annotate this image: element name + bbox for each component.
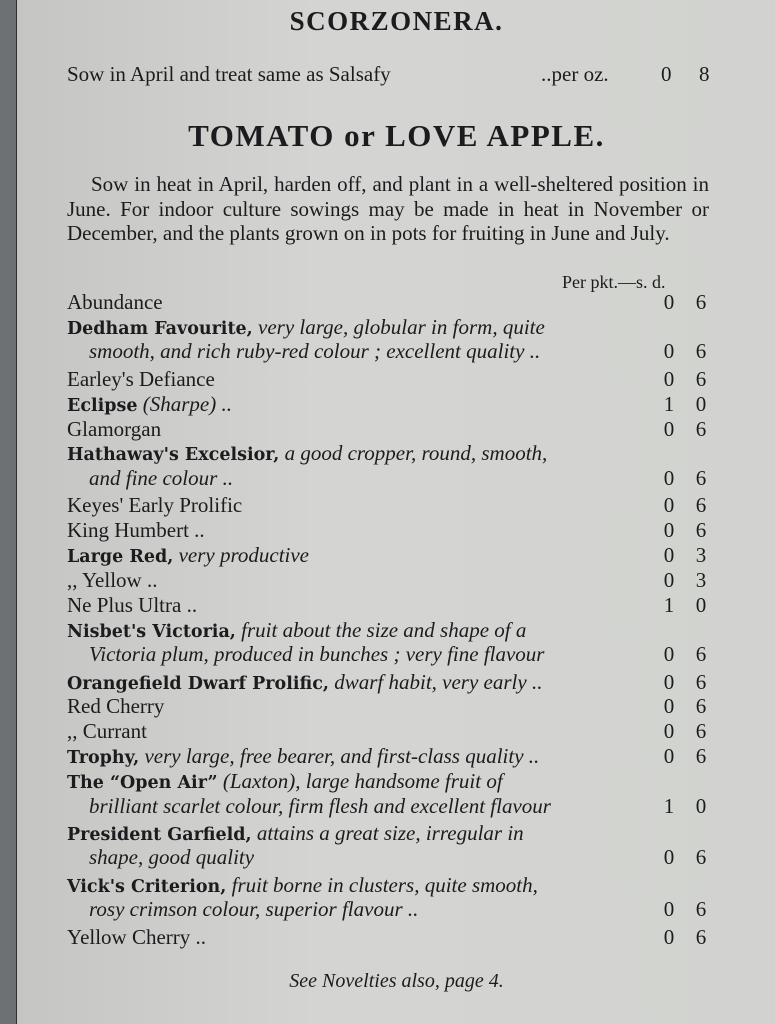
section-title-tomato: TOMATO or LOVE APPLE. <box>188 118 605 153</box>
price-pence: 0 <box>695 793 707 818</box>
variety-description-continued: brilliant scarlet colour, firm flesh and excellent flavour <box>89 793 551 818</box>
catalogue-page <box>16 0 775 1024</box>
variety-name: Yellow Cherry .. <box>67 924 207 949</box>
price-shillings: 0 <box>663 416 675 441</box>
variety-description: (Sharpe) .. <box>137 391 232 416</box>
price-shillings: 0 <box>663 694 675 719</box>
variety-name: Trophy, <box>67 748 140 769</box>
price-shillings: 0 <box>663 493 675 518</box>
scorzonera-line <box>67 62 391 86</box>
variety-row <box>67 417 707 441</box>
variety-description: very productive <box>173 543 310 567</box>
variety-name: Eclipse <box>67 395 138 416</box>
variety-description: (Laxton), large handsome fruit of <box>217 769 503 794</box>
variety-row <box>67 392 707 418</box>
price-column-header: Per pkt.—s. d. <box>562 272 666 292</box>
price-pence: 6 <box>695 416 707 441</box>
price-shillings: 0 <box>663 543 675 567</box>
section-title-scorzonera: SCORZONERA. <box>289 6 504 36</box>
variety-row-continued <box>67 466 707 490</box>
variety-row <box>67 873 707 899</box>
variety-description: a good cropper, round, smooth, <box>279 441 548 466</box>
variety-row <box>67 769 707 795</box>
tomato-intro: Sow in heat in April, harden off, and plant in a well-sheltered position in June. For indoor culture sowings may be made in heat in November or December, and the plants grown on in pots for fruiting in June and July. <box>67 172 709 245</box>
price-shillings: 0 <box>663 845 675 870</box>
variety-name: ,, Currant <box>67 719 147 744</box>
variety-name: Hathaway's Excelsior, <box>67 445 280 466</box>
variety-description-continued: rosy crimson colour, superior flavour .. <box>89 897 419 922</box>
variety-name: Keyes' Early Prolific <box>67 493 243 518</box>
price-pence: 6 <box>695 339 707 364</box>
variety-row <box>67 568 707 592</box>
variety-description: attains a great size, irregular in <box>251 820 524 845</box>
footer-note: See Novelties also, page 4. <box>289 970 504 992</box>
price-pence: 3 <box>695 567 707 592</box>
variety-row <box>67 925 707 949</box>
variety-name: Nisbet's Victoria, <box>67 621 236 642</box>
variety-row <box>67 290 707 314</box>
variety-row <box>67 694 707 718</box>
price-shillings: 0 <box>663 744 675 769</box>
variety-description: fruit about the size and shape of a <box>235 617 527 642</box>
variety-row <box>67 821 707 847</box>
variety-description-continued: shape, good quality <box>89 845 255 870</box>
price-pence: 6 <box>695 366 707 391</box>
scorzonera-s: 0 <box>661 62 672 86</box>
price-pence: 6 <box>695 694 707 719</box>
price-pence: 6 <box>695 493 707 518</box>
variety-description: very large, globular in form, quite <box>252 314 545 339</box>
variety-row-continued <box>67 642 707 666</box>
variety-name: Large Red, <box>67 547 174 567</box>
variety-name: ,, Yellow .. <box>67 567 158 592</box>
price-shillings: 0 <box>663 518 675 543</box>
variety-row <box>67 367 707 391</box>
price-pence: 6 <box>695 744 707 769</box>
price-pence: 6 <box>695 465 707 490</box>
price-shillings: 0 <box>663 669 675 694</box>
variety-name: Abundance <box>67 290 163 314</box>
price-shillings: 0 <box>663 290 675 314</box>
variety-row <box>67 593 707 617</box>
price-shillings: 1 <box>663 793 675 818</box>
variety-row <box>67 719 707 743</box>
price-pence: 6 <box>695 290 707 314</box>
variety-row <box>67 441 707 467</box>
price-pence: 6 <box>695 669 707 694</box>
price-shillings: 1 <box>663 391 675 416</box>
variety-name: Orangefield Dwarf Prolific, <box>67 673 329 694</box>
variety-row-continued <box>67 897 707 921</box>
variety-row <box>67 670 707 696</box>
variety-row <box>67 315 707 341</box>
price-pence: 0 <box>695 592 707 617</box>
price-pence: 6 <box>695 719 707 744</box>
variety-name: Red Cherry <box>67 694 165 719</box>
variety-name: Earley's Defiance <box>67 366 215 391</box>
scorzonera-text: Sow in April and treat same as Salsafy <box>67 62 391 86</box>
variety-name: The “Open Air” <box>67 773 218 794</box>
price-shillings: 0 <box>663 642 675 667</box>
variety-name: Glamorgan <box>67 416 162 441</box>
price-shillings: 0 <box>663 924 675 949</box>
variety-description: very large, free bearer, and first-class quality .. <box>139 744 540 769</box>
variety-row-continued <box>67 845 707 869</box>
price-pence: 6 <box>695 642 707 667</box>
price-pence: 6 <box>695 845 707 870</box>
price-shillings: 1 <box>663 592 675 617</box>
variety-name: Ne Plus Ultra .. <box>67 592 198 617</box>
variety-row <box>67 618 707 644</box>
price-shillings: 0 <box>663 719 675 744</box>
variety-description-continued: smooth, and rich ruby-red colour ; excellent quality .. <box>89 339 541 364</box>
scorzonera-unit: ..per oz. <box>541 62 609 86</box>
variety-row <box>67 518 707 542</box>
price-pence: 3 <box>695 543 707 567</box>
price-shillings: 0 <box>663 366 675 391</box>
variety-row-continued <box>67 339 707 363</box>
variety-name: Dedham Favourite, <box>67 318 253 339</box>
variety-name: King Humbert .. <box>67 518 205 543</box>
variety-name: President Garfield, <box>67 824 252 845</box>
price-pence: 6 <box>695 924 707 949</box>
price-pence: 0 <box>695 391 707 416</box>
variety-row <box>67 543 707 569</box>
variety-name: Vick's Criterion, <box>67 876 227 897</box>
variety-row <box>67 493 707 517</box>
scorzonera-d: 8 <box>699 62 710 86</box>
price-pence: 6 <box>695 518 707 543</box>
price-shillings: 0 <box>663 339 675 364</box>
variety-row <box>67 744 707 770</box>
price-pence: 6 <box>695 897 707 922</box>
variety-description: fruit borne in clusters, quite smooth, <box>226 872 538 897</box>
variety-row-continued <box>67 794 707 818</box>
price-shillings: 0 <box>663 897 675 922</box>
variety-description-continued: and fine colour .. <box>89 465 234 490</box>
price-shillings: 0 <box>663 567 675 592</box>
variety-description-continued: Victoria plum, produced in bunches ; very fine flavour <box>89 642 545 667</box>
variety-description: dwarf habit, very early .. <box>328 669 543 694</box>
price-shillings: 0 <box>663 465 675 490</box>
